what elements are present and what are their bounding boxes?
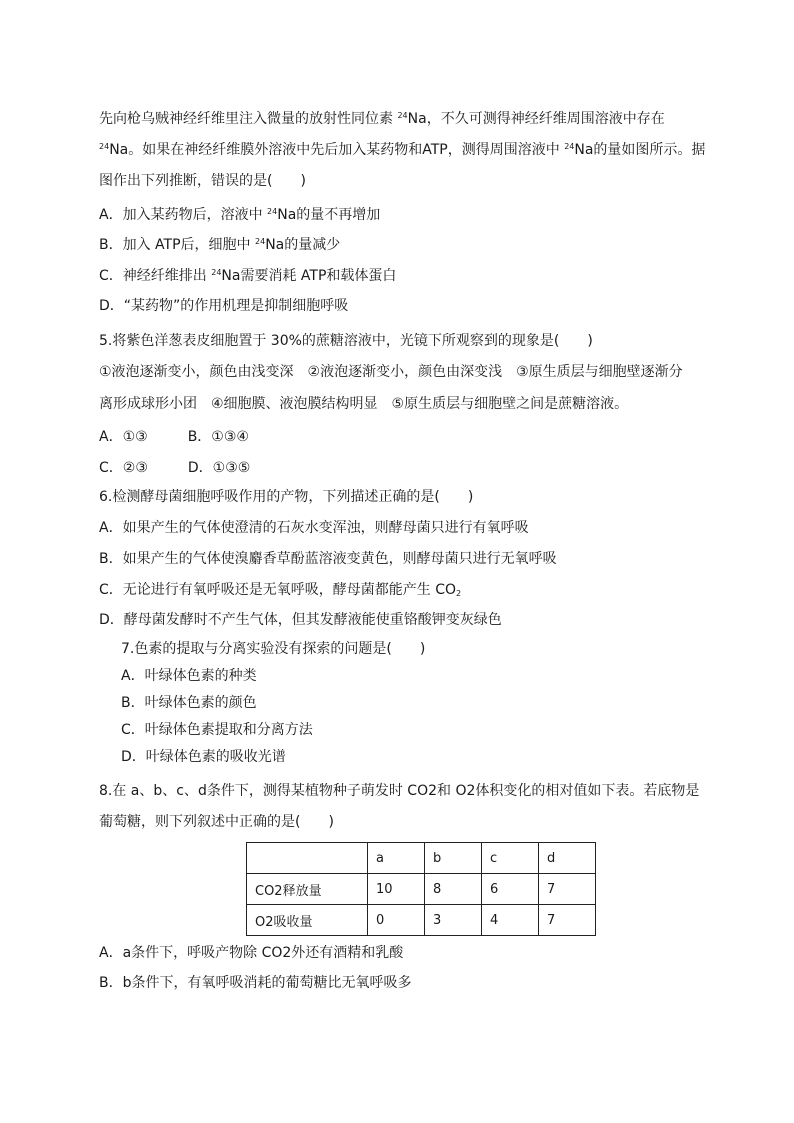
table-header-cell: d bbox=[539, 843, 596, 874]
q5-statements-line-1: ①液泡逐渐变小，颜色由浅变深 ②液泡逐渐变小，颜色由深变浅 ③原生质层与细胞壁逐渐分 bbox=[99, 364, 683, 380]
q6-option-a: A．如果产生的气体使澄清的石灰水变浑浊，则酵母菌只进行有氧呼吸 bbox=[99, 520, 529, 536]
q6-option-d: D．酵母菌发酵时不产生气体，但其发酵液能使重铬酸钾变灰绿色 bbox=[99, 612, 502, 628]
q8-option-a: A．a条件下，呼吸产物除 CO2外还有酒精和乳酸 bbox=[99, 945, 404, 961]
table-cell: 8 bbox=[425, 874, 482, 905]
q6-option-b: B．如果产生的气体使溴麝香草酚蓝溶液变黄色，则酵母菌只进行无氧呼吸 bbox=[99, 551, 557, 567]
q4-option-a: A．加入某药物后，溶液中 $^{24}$Na的量不再增加 bbox=[99, 207, 381, 223]
q8-option-b: B．b条件下，有氧呼吸消耗的葡萄糖比无氧呼吸多 bbox=[99, 975, 412, 991]
table-cell: 3 bbox=[425, 905, 482, 936]
table-cell: 7 bbox=[539, 874, 596, 905]
q7-option-a: A．叶绿体色素的种类 bbox=[121, 668, 257, 684]
table-row bbox=[247, 874, 596, 905]
table-cell: 0 bbox=[368, 905, 425, 936]
table-cell: 7 bbox=[539, 905, 596, 936]
table-header-cell: c bbox=[482, 843, 539, 874]
table-header-cell: b bbox=[425, 843, 482, 874]
table-cell: 4 bbox=[482, 905, 539, 936]
table-header-cell bbox=[247, 843, 368, 874]
q8-data-table bbox=[246, 842, 596, 936]
q4-stem-line-1: 先向枪乌贼神经纤维里注入微量的放射性同位素 $^{24}$Na，不久可测得神经纤维周围溶液中存在 bbox=[99, 111, 665, 127]
table-cell: 10 bbox=[368, 874, 425, 905]
table-cell: CO2释放量 bbox=[247, 874, 368, 905]
table-row bbox=[247, 905, 596, 936]
q7-option-d: D．叶绿体色素的吸收光谱 bbox=[121, 749, 286, 765]
q6-option-c: C．无论进行有氧呼吸还是无氧呼吸，酵母菌都能产生 $CO_2$ bbox=[99, 582, 462, 598]
q5-options-row-2 bbox=[99, 458, 250, 478]
table-cell: O2吸收量 bbox=[247, 905, 368, 936]
q4-option-c: C．神经纤维排出 $^{24}$Na需要消耗 ATP和载体蛋白 bbox=[99, 268, 397, 284]
q4-option-d: D．“某药物”的作用机理是抑制细胞呼吸 bbox=[99, 298, 349, 314]
q5-option-d: D．①③⑤ bbox=[187, 460, 251, 476]
table-header-cell: a bbox=[368, 843, 425, 874]
q4-stem-line-3: 图作出下列推断，错误的是( ) bbox=[99, 173, 306, 189]
q7-option-b: B．叶绿体色素的颜色 bbox=[121, 695, 257, 711]
q4-option-b: B．加入 ATP后，细胞中 $^{24}$Na的量减少 bbox=[99, 237, 341, 253]
q6-stem: 6.检测酵母菌细胞呼吸作用的产物，下列描述正确的是( ) bbox=[99, 489, 474, 505]
q5-option-b: B．①③④ bbox=[187, 429, 249, 445]
q5-statements-line-2: 离形成球形小团 ④细胞膜、液泡膜结构明显 ⑤原生质层与细胞壁之间是蔗糖溶液。 bbox=[99, 396, 629, 412]
q7-stem: 7.色素的提取与分离实验没有探索的问题是( ) bbox=[121, 641, 426, 657]
q8-stem-line-1: 8.在 a、b、c、d条件下，测得某植物种子萌发时 CO2和 O2体积变化的相对值如下表。若底物是 bbox=[99, 783, 700, 799]
q4-stem-line-2: $^{24}$Na。如果在神经纤维膜外溶液中先后加入某药物和ATP，测得周围溶液中 $^{24}$Na的量如图所示。据 bbox=[99, 142, 706, 158]
q7-option-c: C．叶绿体色素提取和分离方法 bbox=[121, 722, 313, 738]
table-cell: 6 bbox=[482, 874, 539, 905]
q5-option-c: C．②③ bbox=[99, 460, 148, 476]
q5-options-row-1 bbox=[99, 427, 249, 447]
q5-stem: 5.将紫色洋葱表皮细胞置于 30%的蔗糖溶液中，光镜下所观察到的现象是( ) bbox=[99, 333, 593, 349]
table-header-row bbox=[247, 843, 596, 874]
q5-option-a: A．①③ bbox=[99, 429, 148, 445]
q8-stem-line-2: 葡萄糖，则下列叙述中正确的是( ) bbox=[99, 814, 334, 830]
